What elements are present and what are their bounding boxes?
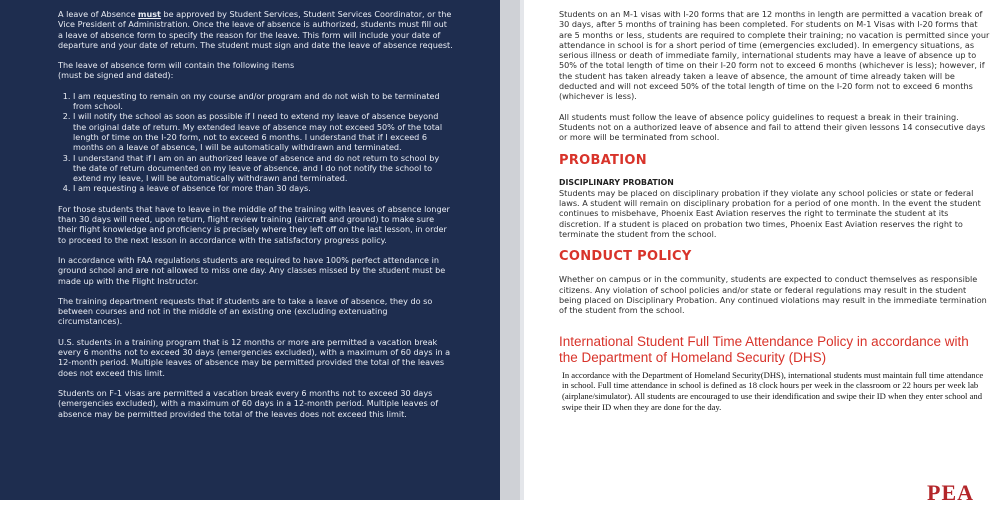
- list-item: 3. I understand that if I am on an authorized leave of absence and do not return to school by the date of return documented on my leave of absence, and I do not notify the school to extend my leave, I will be automatically withdrawn and terminated.: [73, 153, 454, 184]
- form-items-list: [58, 91, 454, 194]
- disciplinary-probation-subheading: DISCIPLINARY PROBATION: [559, 177, 674, 187]
- international-attendance-heading: International Student Full Time Attendance Policy in accordance with the Department of Homeland Security (DHS): [559, 333, 969, 365]
- probation-heading: PROBATION: [559, 152, 647, 168]
- faa-attendance-paragraph: In accordance with FAA regulations students are required to have 100% perfect attendance in ground school and are not allowed to miss one day. Any classes missed by the student must be made up with the Flight Instructor.: [58, 254, 446, 286]
- long-leave-paragraph: For those students that have to leave in the middle of the training with leaves of absence longer than 30 days will need, upon return, flight review training (aircraft and ground) to make sure their flight knowledge and proficiency is precisely where they left off on the last lesson, in order to proceed to the next lesson in accordance with the satisfactory progress policy.: [58, 203, 450, 245]
- pea-logo: PEA: [927, 480, 974, 505]
- intro-emphasis: must: [138, 9, 161, 19]
- intro-text-end: be approved by Student Services, Student Services Coordinator, or the Vice President of Administration. Once the leave of absence is authorized, students must fill out a leave of absence form to specify the reason for the leave. This form will include your date of departure and your date of return. The student must sign and date the leave of absence request.: [58, 9, 453, 50]
- list-item: 1. I am requesting to remain on my course and/or program and do not wish to be terminated from school.: [73, 91, 454, 112]
- training-department-paragraph: The training department requests that if students are to take a leave of absence, they do so between courses and not in the middle of an existing one (excluding extenuating circumstances).: [58, 295, 433, 327]
- f1-students-paragraph: Students on F-1 visas are permitted a vacation break every 6 months not to exceed 30 days (emergencies excluded), with a maximum of 60 days in a 12-month period. Multiple leaves of absence may be permitted provided the total of the leaves does not exceed this limit.: [58, 387, 439, 419]
- intro-text-start: A leave of Absence: [58, 9, 139, 19]
- right-page: [524, 0, 1000, 500]
- conduct-policy-heading: CONDUCT POLICY: [559, 249, 692, 265]
- conduct-policy-paragraph: Whether on campus or in the community, students are expected to conduct themselves as responsible citizens. Any violation of school policies and/or state or federal regulations may result in the student being placed on Disciplinary Probation. Any continued violations may result in the immediate termination of the student from the school.: [559, 274, 987, 316]
- list-item: 4. I am requesting a leave of absence for more than 30 days.: [73, 183, 454, 193]
- m1-visa-paragraph: Students on an M-1 visas with I-20 forms that are 12 months in length are permitted a vacation break of 30 days, after 5 months of training has been completed. For students on M-1 Visas with I-20 forms that are 5 months or less, students are required to complete their training; no vacation is permitted since your attendance in school is for a short period of time (emergencies excluded). In emergency situations, as serious illness or death of immediate family, international students may have a leave of absence up to 50% of the total length of time on their I-20 form not to exceed 6 months (whichever is less); however, if the student has taken already taken a leave of absence, the amount of time already taken will be deducted and will not exceed 50% of the total length of time on the I-20 form not to exceed 6 months (whichever is less).: [559, 9, 990, 102]
- international-attendance-paragraph: In accordance with the Department of Homeland Security(DHS), international students must maintain full time attendance in school. Full time attendance in school is defined as 18 clock hours per week in the classroom or 22 hours per week lab (airplane/simulator). All students are encouraged to use their idendification and swipe their ID when they enter school and swipe their ID when they are done for the day.: [562, 369, 984, 412]
- form-items-line2: (must be signed and dated):: [58, 70, 174, 81]
- us-students-paragraph: U.S. students in a training program that is 12 months or more are permitted a vacation break every 6 months not to exceed 30 days (emergencies excluded), with a maximum of 60 days in a 12-month period. Multiple leaves of absence may be permitted provided the total of the leaves does not exceed this limit.: [58, 336, 451, 378]
- left-page: [0, 0, 500, 500]
- leave-policy-paragraph: All students must follow the leave of absence policy guidelines to request a break in their training. Students not on a authorized leave of absence and fail to attend their given lessons 14 consecutive days or more will be terminated from school.: [559, 111, 986, 143]
- form-items-line1: The leave of absence form will contain the following items: [58, 60, 295, 71]
- form-items-intro: [58, 60, 454, 81]
- list-item: 2. I will notify the school as soon as possible if I need to extend my leave of absence beyond the original date of return. My extended leave of absence may not exceed 50% of the total length of time on the I-20 form, not to exceed 6 months. I understand that if I exceed 6 months on a leave of absence, I will be automatically withdrawn and terminated.: [73, 111, 454, 152]
- disciplinary-probation-paragraph: Students may be placed on disciplinary probation if they violate any school policies or state or federal laws. A student will remain on disciplinary probation for a period of one month. In the event the student continues to misbehave, Phoenix East Aviation reserves the right to terminate the student at its discretion. If a student is placed on probation two times, Phoenix East Aviation reserves the right to terminate the student from the school.: [559, 187, 981, 240]
- leave-of-absence-intro: [58, 9, 454, 50]
